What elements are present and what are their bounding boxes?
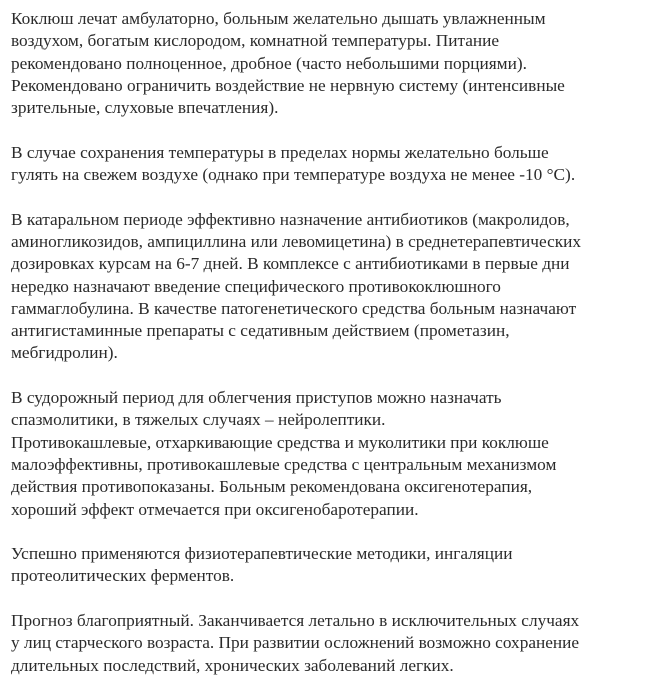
paragraph-fresh-air [11, 142, 663, 187]
paragraph-prognosis [11, 610, 663, 677]
paragraph-treatment-general [11, 8, 663, 119]
text-line: В катаральном периоде эффективно назначение антибиотиков (макролидов, [11, 209, 570, 229]
text-line: у лиц старческого возраста. При развитии осложнений возможно сохранение [11, 633, 580, 653]
paragraph-convulsive-period [11, 387, 663, 521]
text-line: спазмолитики, в тяжелых случаях – нейролептики. [11, 410, 386, 430]
text-line: антигистаминные препараты с седативным действием (прометазин, [11, 321, 510, 341]
text-line: длительных последствий, хронических заболеваний легких. [11, 655, 454, 675]
text-line: зрительные, слуховые впечатления). [11, 98, 279, 118]
text-line: хороший эффект отмечается при оксигенобаротерапии. [11, 499, 419, 519]
text-line: аминогликозидов, ампициллина или левомицетина) в среднетерапевтических [11, 231, 582, 251]
text-line: Коклюш лечат амбулаторно, больным желательно дышать увлажненным [11, 9, 546, 28]
text-line: Рекомендовано ограничить воздействие не нервную систему (интенсивные [11, 75, 565, 95]
text-line: малоэффективны, противокашлевые средства с центральным механизмом [11, 454, 557, 474]
text-line: гулять на свежем воздухе (однако при температуре воздуха не менее -10 °С). [11, 165, 576, 185]
text-line: воздухом, богатым кислородом, комнатной температуры. Питание [11, 31, 500, 51]
text-line: гаммаглобулина. В качестве патогенетического средства больным назначают [11, 298, 577, 318]
text-line: действия противопоказаны. Больным рекомендована оксигенотерапия, [11, 477, 533, 497]
text-line: В судорожный период для облегчения приступов можно назначать [11, 388, 502, 408]
text-line: дозировках курсам на 6-7 дней. В комплексе с антибиотиками в первые дни [11, 254, 570, 274]
text-line: рекомендовано полноценное, дробное (часто небольшими порциями). [11, 53, 527, 73]
text-line: мебгидролин). [11, 343, 118, 363]
text-line: Противокашлевые, отхаркивающие средства и муколитики при коклюше [11, 432, 549, 452]
document-body [11, 8, 663, 677]
text-line: Успешно применяются физиотерапевтические методики, ингаляции [11, 544, 513, 564]
paragraph-physiotherapy [11, 543, 663, 588]
text-line: В случае сохранения температуры в пределах нормы желательно больше [11, 142, 549, 162]
text-line: нередко назначают введение специфического противококлюшного [11, 276, 501, 296]
text-line: Прогноз благоприятный. Заканчивается летально в исключительных случаях [11, 611, 580, 631]
paragraph-catarrhal-period [11, 209, 663, 365]
text-line: протеолитических ферментов. [11, 566, 235, 586]
